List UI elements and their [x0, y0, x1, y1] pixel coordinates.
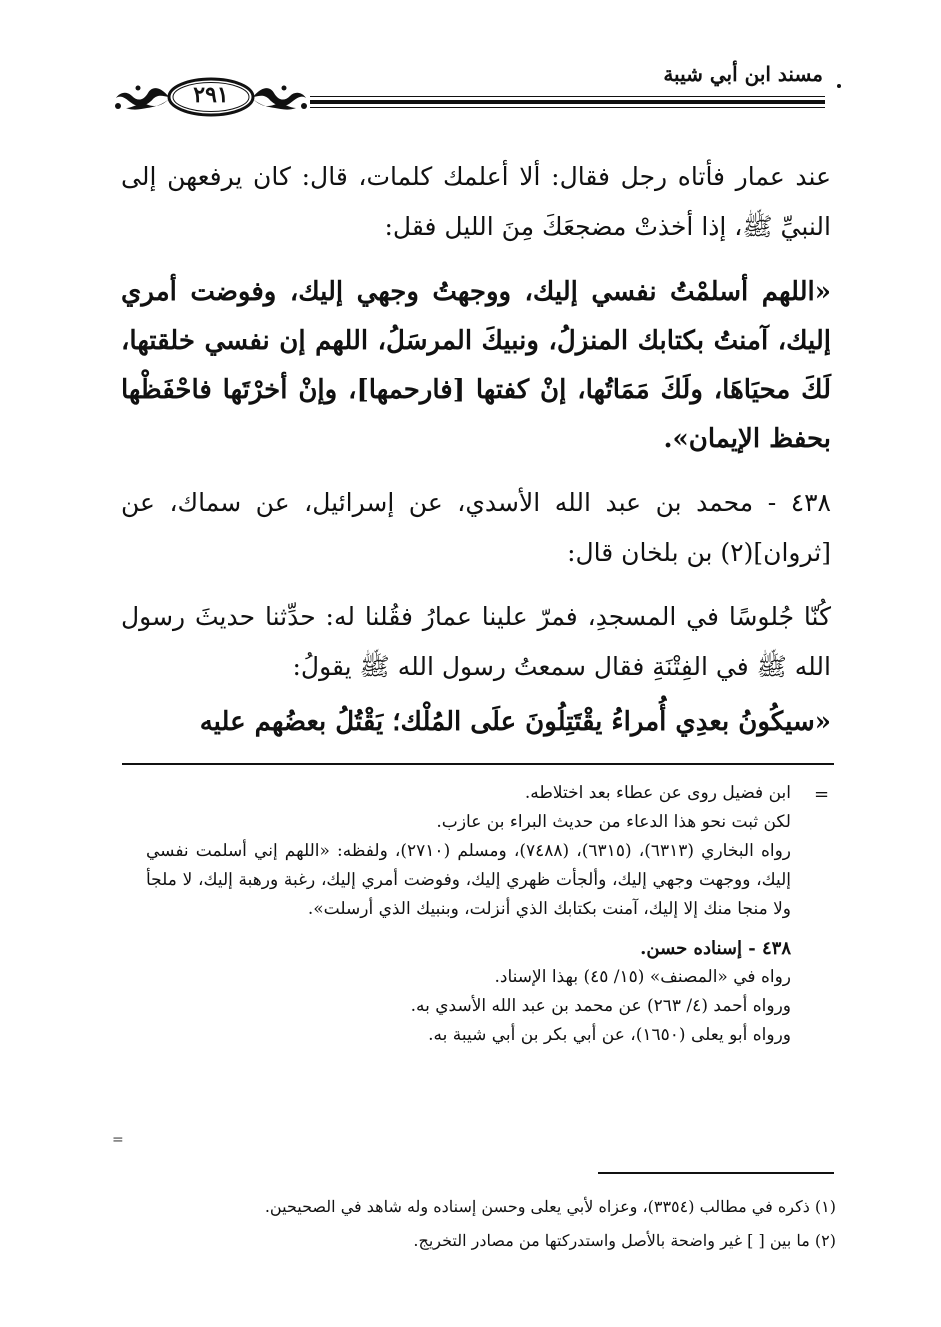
note-line: ابن فضيل روى عن عطاء بعد اختلاطه. — [524, 783, 791, 803]
continuation-mark: = — [814, 784, 830, 805]
footnote-2: (٢) ما بين [ ] غير واضحة بالأصل واستدركتها من مصادر التخريج. — [413, 1231, 836, 1250]
hadith-text-1: «اللهم أسلمْتُ نفسي إليك، ووجهتُ وجهي إليك، وفوضت أمري إليك، آمنتُ بكتابك المنزلُ، ونبيكَ المرسَلُ، اللهم إن نفسي خلقتها، لَكَ محيَاهَا، ولَكَ مَمَاتُها، إنْ كفتها [فارحمها]، وإنْ أخرْتَها فاحْفَظْها بحفظ الإيمان». — [121, 277, 831, 454]
note-heading: ٤٣٨ - إسناده حسن. — [640, 938, 791, 959]
note-line: رواه البخاري (٦٣١٣)، (٦٣١٥)، (٧٤٨٨)، ومسلم (٢٧١٠)، ولفظه: «اللهم إني أسلمت نفسي إليك، ووجهت وجهي إليك، وألجأت ظهري إليك، وفوضت أمري إليك، رغبة ورهبة إليك، لا ملجأ ولا منجا منك إلا إليك، آمنت بكتابك الذي أنزلت، وبنبيك الذي أرسلت». — [146, 841, 792, 919]
note-line: ورواه أبو يعلى (١٦٥٠)، عن أبي بكر بن أبي شيبة به. — [428, 1025, 791, 1045]
note-line: ورواه أحمد (٤/ ٢٦٣) عن محمد بن عبد الله الأسدي به. — [410, 996, 791, 1016]
header-rule-thin-bottom — [310, 107, 825, 108]
takhrij-notes — [146, 779, 791, 1050]
note-line: لكن ثبت نحو هذا الدعاء من حديث البراء بن عازب. — [436, 812, 791, 832]
header-dot — [837, 84, 841, 88]
running-head: مسند ابن أبي شيبة — [663, 62, 823, 86]
header-rule-thin-top — [310, 96, 825, 97]
page-number: ٢٩١ — [193, 82, 229, 108]
footnotes — [146, 1190, 836, 1258]
footnote-1: (١) ذكره في مطالب (٣٣٥٤)، وعزاه لأبي يعلى وحسن إسناده وله شاهد في الصحيحين. — [264, 1197, 836, 1216]
hadith-text-2: «سيكُونُ بعدِي أُمراءُ يقْتَتِلُونَ علَى المُلْك؛ يَقْتُلُ بعضُهم عليه — [199, 707, 831, 737]
hadith-438-isnad: ٤٣٨ - محمد بن عبد الله الأسدي، عن إسرائيل، عن سماك، عن [ثروان](٢) بن بلخان قال: — [121, 488, 831, 567]
paragraph-1: عند عمار فأتاه رجل فقال: ألا أعلمك كلمات، قال: كان يرفعهن إلى النبيِّ ﷺ، إذا أخذتْ مضجعَكَ مِنَ الليل فقل: — [121, 162, 831, 241]
paragraph-4: كُنّا جُلوسًا في المسجدِ، فمرّ علينا عمارُ فقُلنا له: حدِّثنا حديثَ رسول الله ﷺ في الفِتْنَةِ فقال سمعتُ رسول الله ﷺ يقولُ: — [121, 602, 831, 681]
header-rule-thick — [310, 100, 825, 104]
notes-separator — [122, 763, 834, 765]
end-mark: = — [112, 1132, 124, 1148]
note-line: رواه في «المصنف» (١٥/ ٤٥) بهذا الإسناد. — [494, 967, 791, 987]
footnote-separator — [598, 1172, 834, 1174]
main-text — [121, 152, 831, 747]
